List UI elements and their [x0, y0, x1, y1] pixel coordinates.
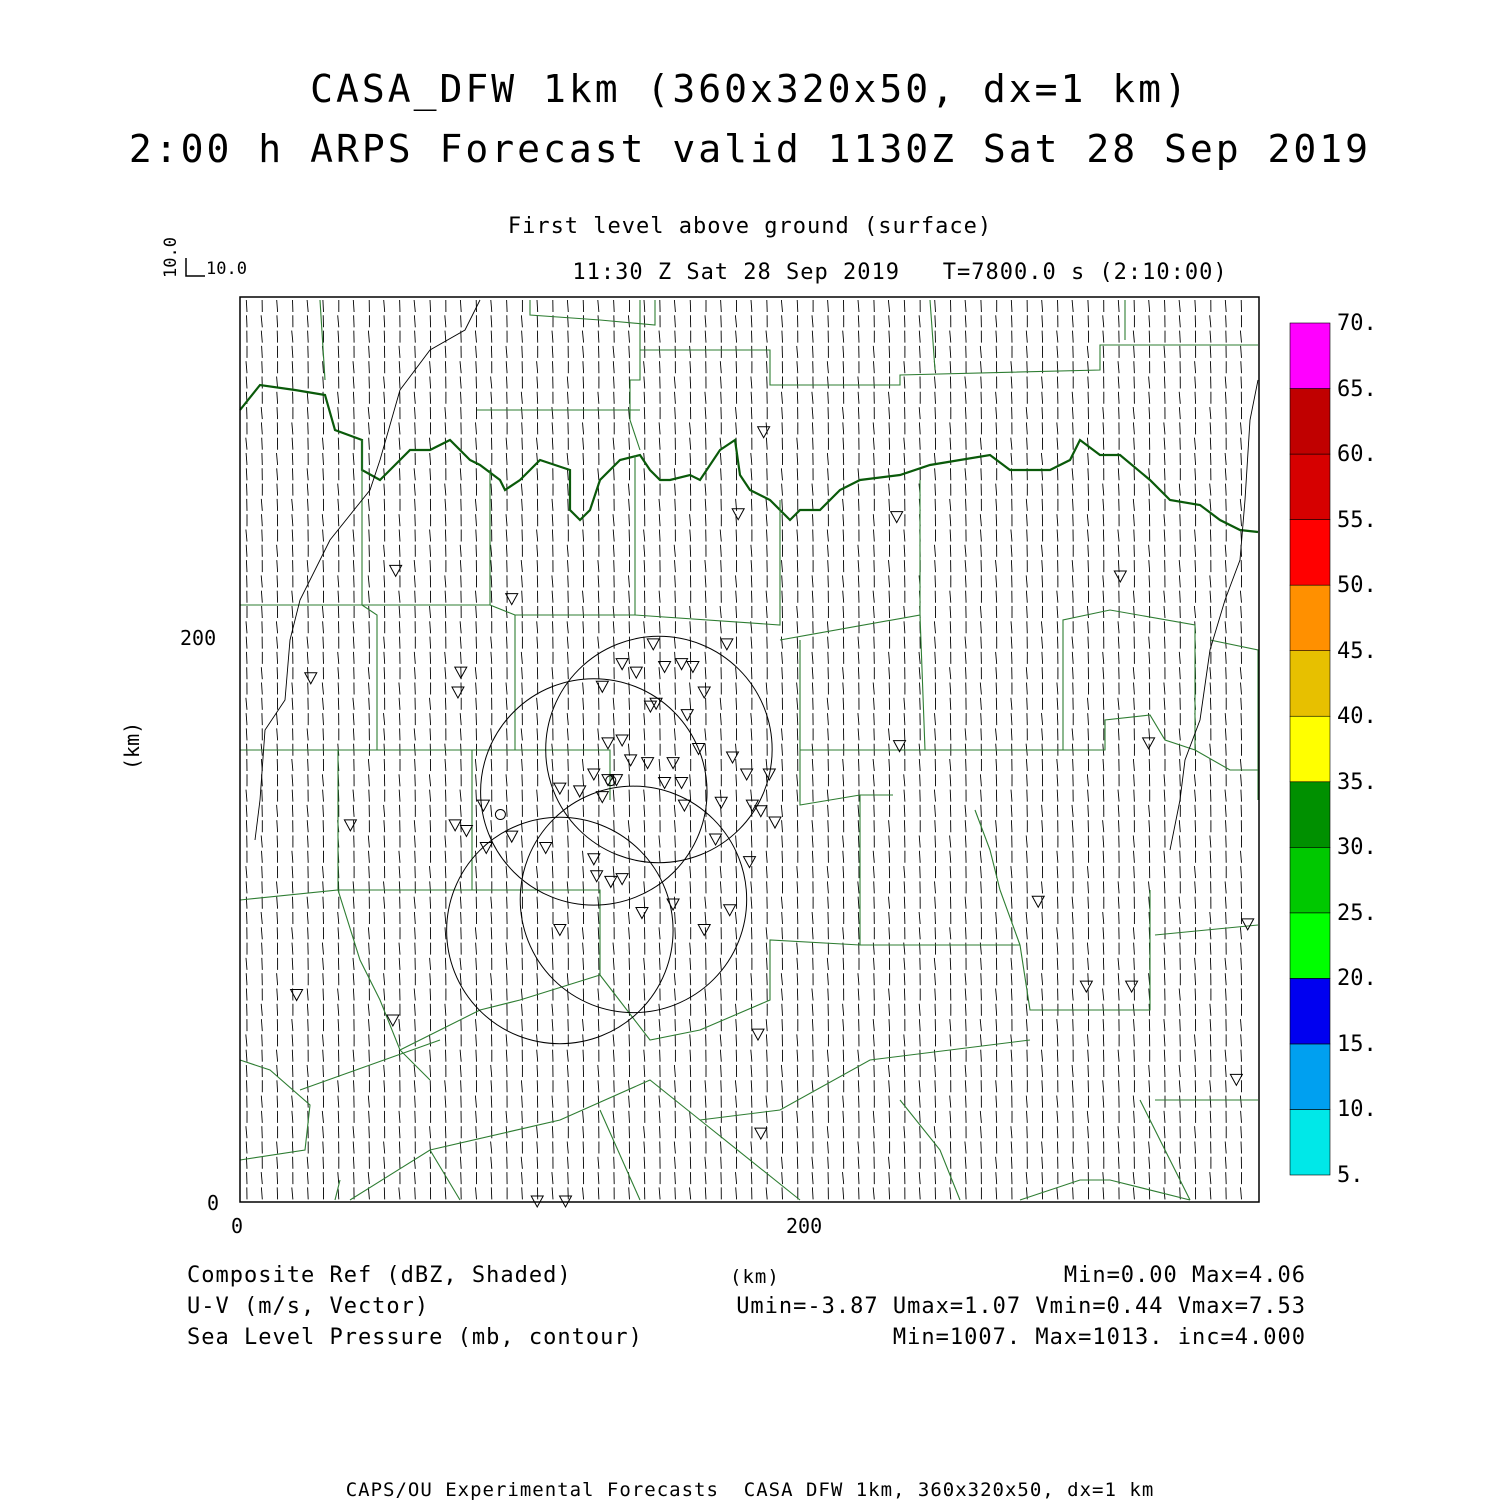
- station-marker: [676, 659, 688, 670]
- station-marker: [554, 783, 566, 794]
- legend-reflectivity: Composite Ref (dBZ, Shaded): [187, 1263, 572, 1288]
- county-line: [600, 940, 1020, 1040]
- colorbar-swatch: [1290, 454, 1330, 520]
- station-marker: [596, 792, 608, 803]
- station-marker: [305, 673, 317, 684]
- county-line: [1210, 640, 1258, 800]
- station-marker: [605, 876, 617, 887]
- level-subtitle: First level above ground (surface): [507, 214, 993, 239]
- station-marker: [449, 820, 461, 831]
- county-line: [1020, 890, 1150, 1010]
- colorbar-swatch: [1290, 651, 1330, 717]
- station-marker: [721, 639, 733, 650]
- x-tick-200: 200: [786, 1214, 823, 1238]
- county-line: [800, 640, 893, 805]
- county-line: [430, 1080, 800, 1200]
- county-line: [640, 345, 1258, 385]
- station-marker: [698, 687, 710, 698]
- station-marker: [1126, 981, 1138, 992]
- station-marker: [506, 831, 518, 842]
- figure-title-line2: 2:00 h ARPS Forecast valid 1130Z Sat 28 Sep 2019: [128, 127, 1372, 171]
- station-marker: [591, 871, 603, 882]
- colorbar-label: 35.: [1337, 769, 1377, 795]
- station-marker: [732, 509, 744, 520]
- footer-credit: CAPS/OU Experimental Forecasts CASA DFW 1km, 360x320x50, dx=1 km: [345, 1479, 1155, 1501]
- station-marker: [602, 738, 614, 749]
- colorbar: [1290, 323, 1330, 1175]
- station-marker: [724, 905, 736, 916]
- colorbar-swatch: [1290, 520, 1330, 586]
- county-line: [1140, 1100, 1190, 1200]
- colorbar-swatch: [1290, 913, 1330, 979]
- station-marker: [616, 659, 628, 670]
- legend-wind: U-V (m/s, Vector): [187, 1294, 430, 1319]
- station-marker: [698, 925, 710, 936]
- y-axis-label: (km): [120, 721, 144, 770]
- station-marker: [630, 667, 642, 678]
- county-line: [780, 480, 920, 640]
- legend-wind-range: Umin=-3.87 Umax=1.07 Vmin=0.44 Vmax=7.53: [736, 1294, 1306, 1319]
- river-line: [1170, 380, 1258, 850]
- station-marker: [554, 925, 566, 936]
- station-marker: [647, 639, 659, 650]
- station-marker: [460, 826, 472, 837]
- station-marker: [744, 857, 756, 868]
- county-line: [335, 1180, 340, 1200]
- station-marker: [540, 842, 552, 853]
- station-marker: [1080, 981, 1092, 992]
- y-tick-0: 0: [207, 1191, 220, 1215]
- station-marker: [588, 769, 600, 780]
- colorbar-swatch: [1290, 1044, 1330, 1110]
- y-tick-200: 200: [180, 626, 217, 650]
- county-line: [600, 1110, 640, 1200]
- station-marker: [477, 800, 489, 811]
- station-marker: [1114, 571, 1126, 582]
- county-line: [1063, 715, 1258, 770]
- county-line: [240, 385, 1258, 532]
- station-marker: [616, 735, 628, 746]
- colorbar-label: 10.: [1337, 1097, 1377, 1123]
- station-marker: [452, 687, 464, 698]
- vector-key-arrow: [186, 258, 205, 276]
- station-marker: [752, 1029, 764, 1040]
- colorbar-label: 65.: [1337, 376, 1377, 402]
- x-axis-label: (km): [730, 1266, 780, 1288]
- county-line: [530, 300, 655, 325]
- station-marker: [1242, 919, 1254, 930]
- station-marker: [616, 874, 628, 885]
- colorbar-label: 40.: [1337, 704, 1377, 730]
- colorbar-label: 20.: [1337, 966, 1377, 992]
- x-tick-0: 0: [231, 1214, 244, 1238]
- colorbar-swatch: [1290, 978, 1330, 1044]
- colorbar-swatch: [1290, 716, 1330, 782]
- county-line: [240, 890, 430, 1080]
- pressure-center-marker: [495, 810, 505, 820]
- county-line: [930, 300, 935, 370]
- vector-key-x-label: 10.0: [206, 259, 247, 279]
- station-marker: [687, 661, 699, 672]
- station-marker: [588, 854, 600, 865]
- station-marker: [636, 908, 648, 919]
- county-line: [800, 615, 925, 750]
- station-marker: [667, 758, 679, 769]
- colorbar-label: 70.: [1337, 311, 1377, 336]
- county-boundaries: [240, 300, 1258, 1200]
- colorbar-label: 25.: [1337, 900, 1377, 926]
- county-line: [320, 300, 325, 380]
- station-marker: [1230, 1074, 1242, 1085]
- colorbar-swatch: [1290, 389, 1330, 455]
- colorbar-label: 55.: [1337, 507, 1377, 533]
- pressure-contours: [447, 636, 773, 1043]
- time-subtitle: 11:30 Z Sat 28 Sep 2019 T=7800.0 s (2:10:00): [572, 260, 1228, 285]
- colorbar-swatch: [1290, 1109, 1330, 1175]
- colorbar-swatch: [1290, 782, 1330, 848]
- colorbar-label: 30.: [1337, 835, 1377, 861]
- vector-key-y-label: 10.0: [161, 237, 181, 278]
- figure-title-line1: CASA_DFW 1km (360x320x50, dx=1 km): [310, 67, 1190, 111]
- station-markers: [291, 427, 1254, 1207]
- station-marker: [1143, 738, 1155, 749]
- pressure-contour: [520, 786, 746, 1012]
- colorbar-label: 15.: [1337, 1031, 1377, 1057]
- station-marker: [710, 834, 722, 845]
- station-marker: [755, 1128, 767, 1139]
- station-marker: [574, 786, 586, 797]
- county-line: [240, 1060, 310, 1160]
- station-marker: [681, 710, 693, 721]
- station-marker: [659, 777, 671, 788]
- station-marker: [676, 777, 688, 788]
- county-line: [350, 1150, 460, 1200]
- colorbar-swatch: [1290, 847, 1330, 913]
- county-line: [515, 455, 635, 615]
- station-marker: [891, 512, 903, 523]
- station-marker: [642, 758, 654, 769]
- colorbar-label: 45.: [1337, 638, 1377, 664]
- county-line: [635, 500, 780, 625]
- station-marker: [758, 427, 770, 438]
- colorbar-swatch: [1290, 323, 1330, 389]
- colorbar-swatch: [1290, 585, 1330, 651]
- station-marker: [625, 755, 637, 766]
- legend-pressure-range: Min=1007. Max=1013. inc=4.000: [892, 1325, 1306, 1350]
- legend-pressure: Sea Level Pressure (mb, contour): [187, 1325, 643, 1350]
- station-marker: [678, 800, 690, 811]
- county-line: [300, 1040, 440, 1090]
- county-line: [400, 1010, 480, 1050]
- colorbar-label: 50.: [1337, 573, 1377, 599]
- county-line: [362, 470, 490, 605]
- station-marker: [741, 769, 753, 780]
- legend-reflectivity-range: Min=0.00 Max=4.06: [1063, 1263, 1306, 1288]
- station-marker: [769, 817, 781, 828]
- station-marker: [344, 820, 356, 831]
- colorbar-label: 5.: [1337, 1163, 1364, 1188]
- county-line: [1155, 925, 1258, 935]
- colorbar-label: 60.: [1337, 442, 1377, 468]
